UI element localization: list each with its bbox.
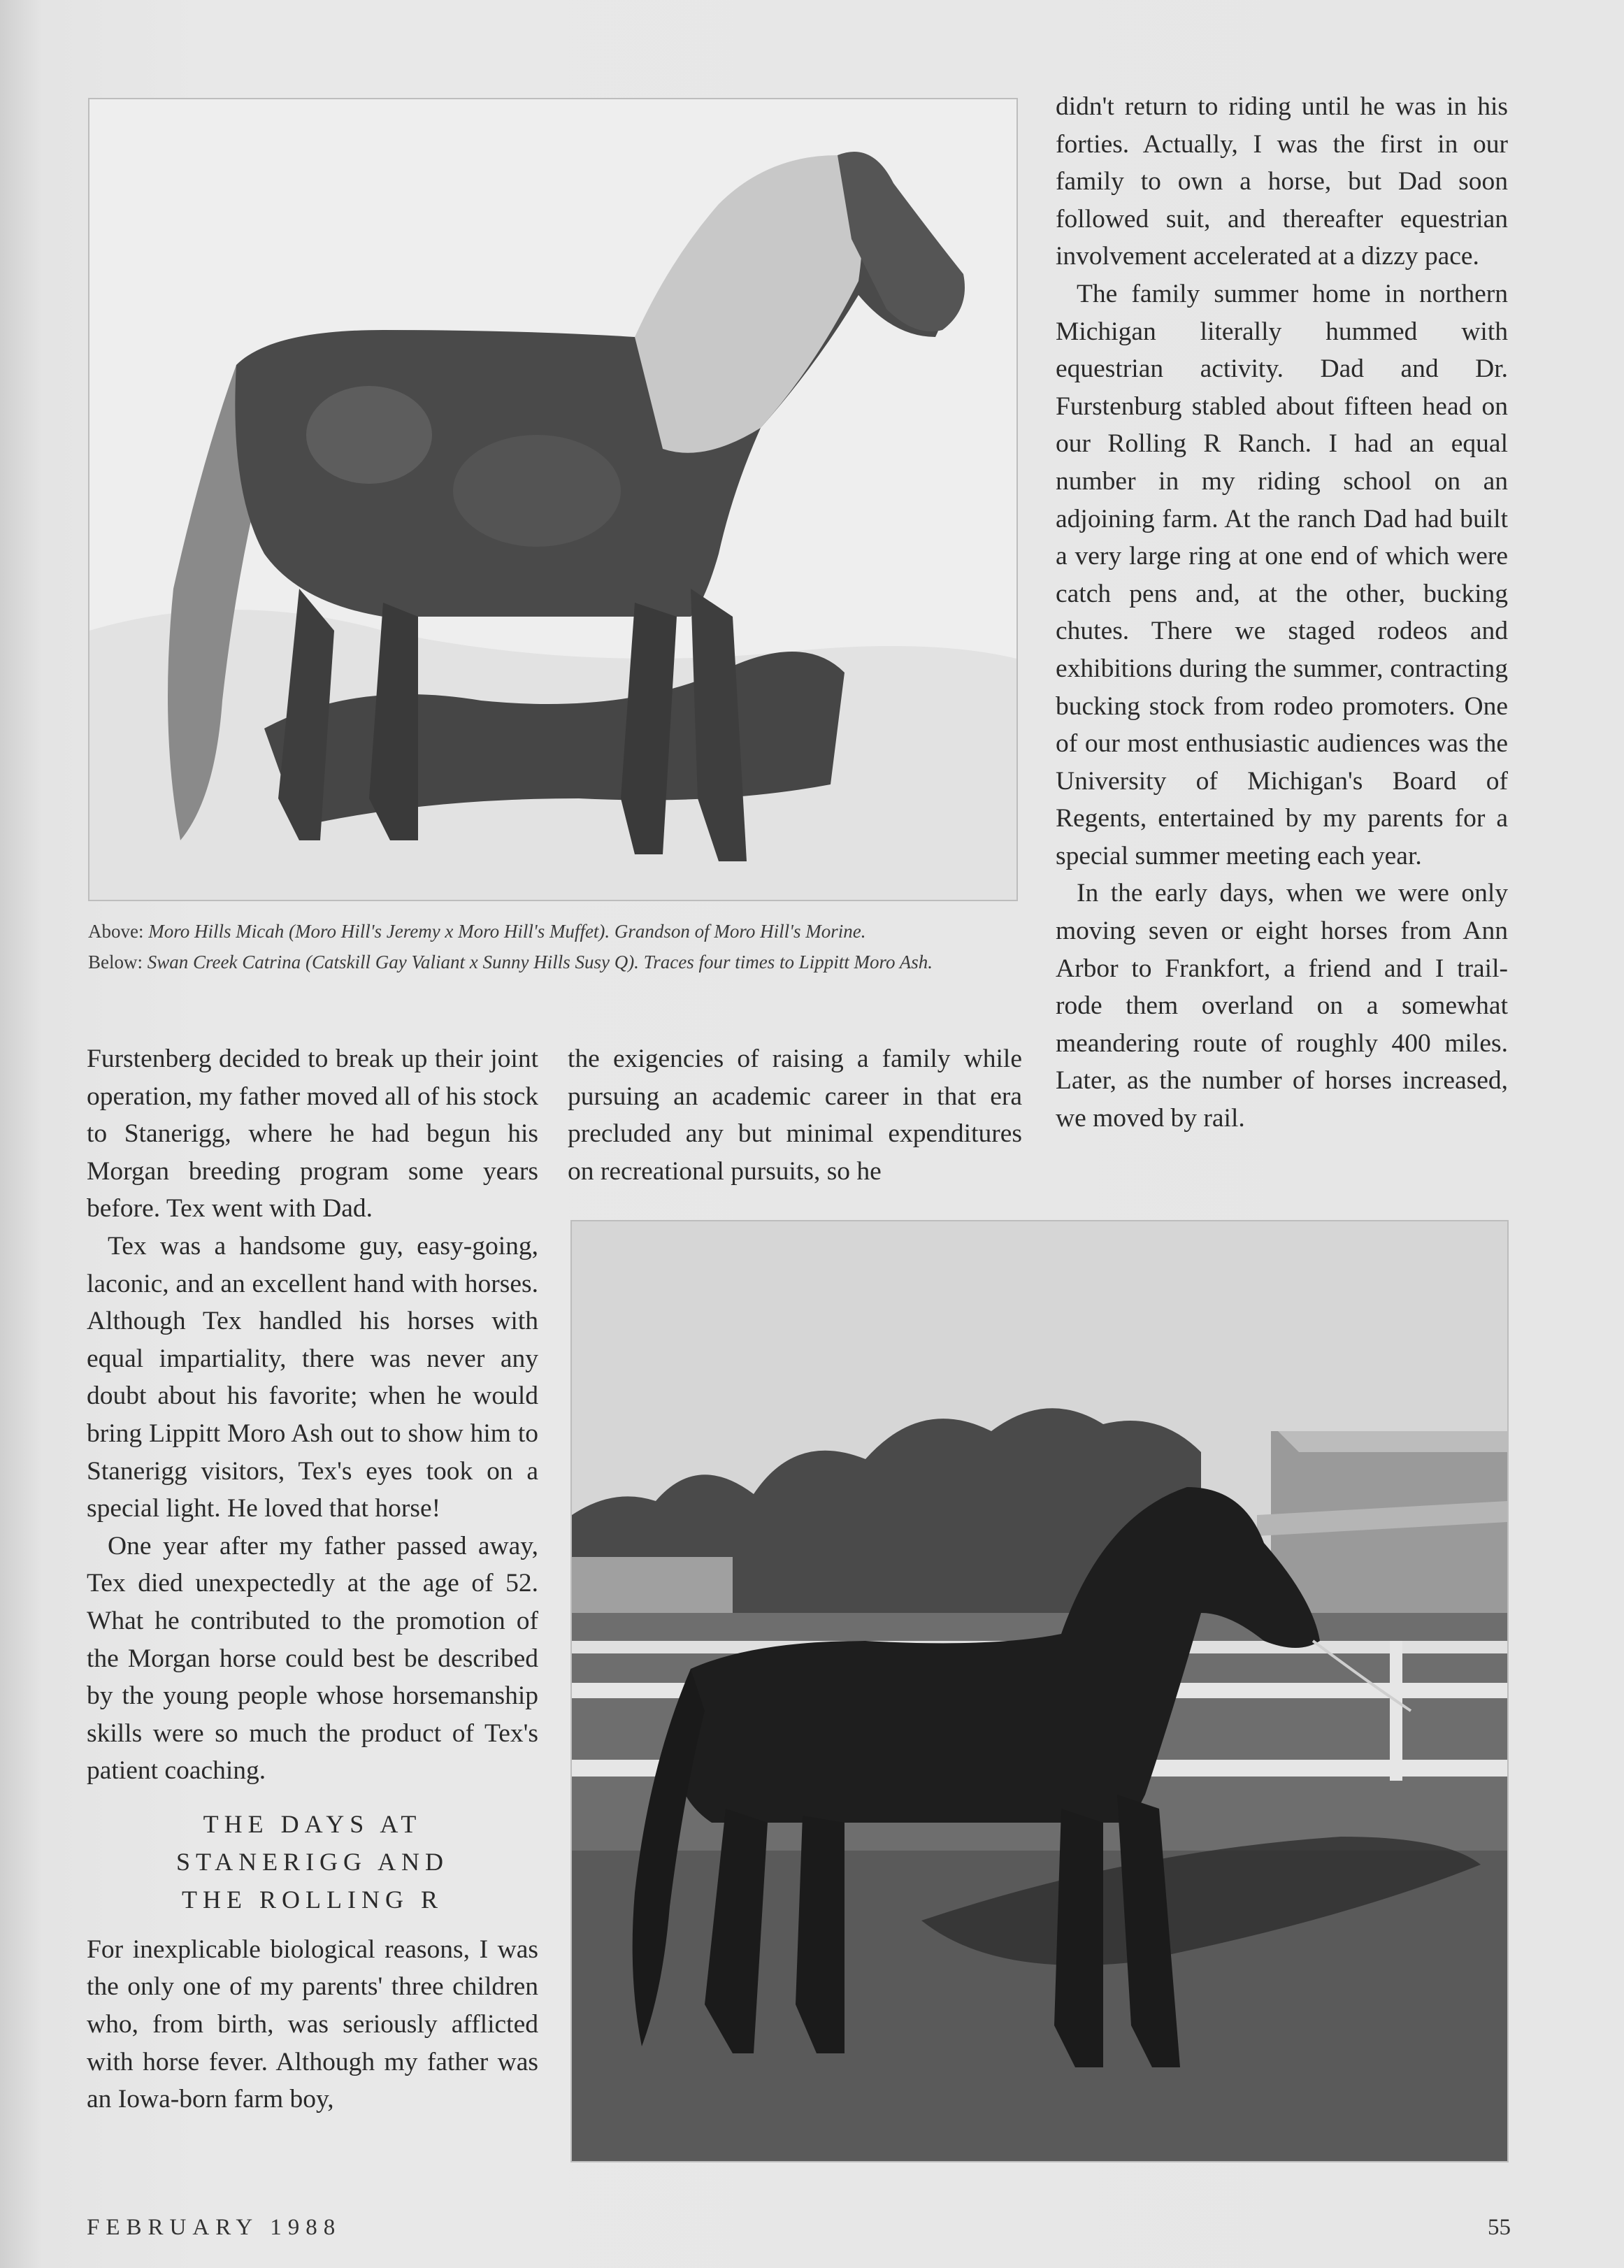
photo-caption	[88, 916, 1025, 977]
paragraph: Tex was a handsome guy, easy-going, laconic, and an excellent hand with horses. Although Tex handled his horses with equal impartiality, there was never any doubt about his favorite; when he would bring Lippitt Moro Ash out to show him to Stanerigg visitors, Tex's eyes took on a special light. He loved that horse!	[87, 1231, 538, 1523]
article-column-left	[87, 1040, 538, 2118]
article-column-right	[1056, 88, 1508, 1137]
paragraph: the exigencies of raising a family while pursuing an academic career in that era precluded any but minimal expenditures on recreational pursuits, so he	[568, 1045, 1022, 1186]
section-heading-line: STANERIGG AND	[175, 1847, 450, 1876]
paragraph: In the early days, when we were only moving seven or eight horses from Ann Arbor to Frankfort, a friend and I trail-rode them overland on a somewhat meandering route of roughly 400 miles. Later, as the number of horses increased, we moved by rail.	[1056, 879, 1508, 1133]
horse-photo-bottom	[570, 1220, 1509, 2162]
caption-below-label: Below:	[88, 952, 143, 972]
caption-above-text: Moro Hills Micah (Moro Hill's Jeremy x Moro Hill's Muffet). Grandson of Moro Hill's Morine.	[148, 921, 866, 942]
section-heading-line: THE DAYS AT	[203, 1809, 422, 1838]
paragraph: The family summer home in northern Michigan literally hummed with equestrian activity. Dad and Dr. Furstenburg stabled about fifteen head on our Rolling R Ranch. I had an equal number in my riding school on an adjoining farm. At the ranch Dad had built a very large ring at one end of which were catch pens and, at the other, bucking chutes. There we staged rodeos and exhibitions during the summer, contracting bucking stock from rodeo promoters. One of our most enthusiastic audiences was the University of Michigan's Board of Regents, entertained by my parents for a special summer meeting each year.	[1056, 279, 1508, 870]
page-number: 55	[1488, 2215, 1511, 2240]
paragraph: didn't return to riding until he was in his forties. Actually, I was the first in our family to own a horse, but Dad soon followed suit, and thereafter equestrian involvement accelerated at a dizzy pace.	[1056, 92, 1508, 271]
caption-below-text: Swan Creek Catrina (Catskill Gay Valiant x Sunny Hills Susy Q). Traces four times to Lippitt Moro Ash.	[147, 952, 933, 972]
palomino-horse-illustration	[89, 99, 1016, 900]
section-heading-line: THE ROLLING R	[182, 1885, 443, 1914]
paragraph: One year after my father passed away, Tex died unexpectedly at the age of 52. What he contributed to the promotion of the Morgan horse could best be described by the young people whose horsemanship skills were so much the product of Tex's patient coaching.	[87, 1531, 538, 1786]
dark-horse-in-paddock-illustration	[572, 1221, 1507, 2161]
paragraph: For inexplicable biological reasons, I was the only one of my parents' three children who, from birth, was seriously afflicted with horse fever. Although my father was an Iowa-born farm boy,	[87, 1935, 538, 2114]
article-column-middle	[568, 1040, 1022, 1190]
horse-photo-top	[88, 98, 1018, 901]
paragraph: Furstenberg decided to break up their joint operation, my father moved all of his stock to Stanerigg, where he had begun his Morgan breeding program some years before. Tex went with Dad.	[87, 1045, 538, 1223]
section-heading	[87, 1805, 538, 1918]
issue-date: FEBRUARY 1988	[87, 2215, 342, 2240]
caption-above-label: Above:	[88, 921, 144, 942]
